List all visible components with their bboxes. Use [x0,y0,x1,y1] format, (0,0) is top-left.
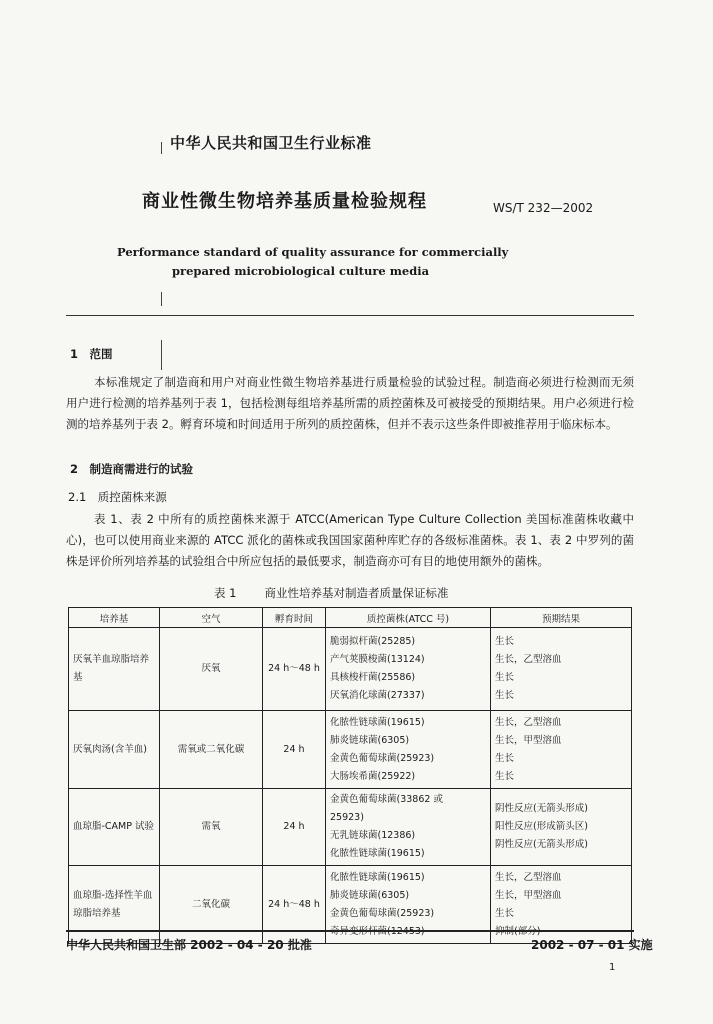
implementation-date: 2002 - 07 - 01 实施 [531,938,653,952]
air-cell: 二氧化碳 [160,866,263,944]
result-item: 生长 [495,770,515,782]
strain-item: 金黄色葡萄球菌(25923) [330,752,435,764]
medium-cell: 血琼脂-CAMP 试验 [69,789,160,866]
air-cell: 需氧 [160,789,263,866]
header-strains: 质控菌株(ATCC 号) [326,608,491,628]
table-row [69,789,632,866]
result-item: 生长，甲型溶血 [495,889,562,901]
strains-cell [326,789,491,866]
strain-item: 奇异变形杆菌(12453) [330,925,425,937]
result-item: 生长，乙型溶血 [495,716,562,728]
strain-item: 肺炎链球菌(6305) [330,889,410,901]
strain-item: 大肠埃希菌(25922) [330,770,416,782]
standard-code: WS/T 232—2002 [493,201,594,215]
strain-item: 脆弱拟杆菌(25285) [330,636,416,647]
results-cell [491,628,632,711]
strain-item: 25923) [330,812,364,823]
document-title: 商业性微生物培养基质量检验规程 [142,191,427,212]
results-cell [491,711,632,789]
result-item: 生长 [495,672,515,683]
table-number: 表 1 [214,586,237,600]
medium-cell: 厌氧羊血琼脂培养基 [69,628,160,711]
air-cell: 需氧或二氧化碳 [160,711,263,789]
result-item: 生长 [495,752,515,764]
table-caption [214,585,476,601]
strain-item: 产气荚膜梭菌(13124) [330,654,425,665]
result-item: 阴性反应(无箭头形成) [495,839,588,850]
strain-item: 厌氧消化球菌(27337) [330,690,425,701]
result-item: 阴性反应(无箭头形成) [495,803,588,814]
strain-item: 金黄色葡萄球菌(25923) [330,907,435,919]
header-medium: 培养基 [69,608,160,628]
medium-cell: 血琼脂-选择性羊血琼脂培养基 [69,866,160,944]
quality-table [68,607,632,944]
scan-mark [161,142,162,154]
scan-mark [161,292,162,306]
time-cell: 24 h [263,789,326,866]
result-item: 生长 [495,690,515,701]
section-2-1-text: 表 1、表 2 中所有的质控菌株来源于 ATCC(American Type Culture Collection 美国标准菌株收藏中心)，也可以使用商业来源的 ATCC 派化的菌株或我国国家菌种库贮存的各级标准菌株。表 1、表 2 中罗列的菌株是评价所列培养基的试验组合中所应包括的最低要求，制造商亦可有目的地使用额外的菌株。 [66,512,634,568]
header-time: 孵育时间 [263,608,326,628]
result-item: 生长 [495,907,515,919]
page-number: 1 [609,962,616,973]
header-air: 空气 [160,608,263,628]
issuing-body: 中华人民共和国卫生行业标准 [170,134,372,152]
result-item: 生长，甲型溶血 [495,734,562,746]
approval-line: 中华人民共和国卫生部 2002 - 04 - 20 批准 [66,938,312,952]
scan-mark [161,340,162,370]
result-item: 生长，乙型溶血 [495,654,562,665]
section-2-heading: 2 制造商需进行的试验 [70,462,194,476]
strains-cell [326,628,491,711]
header-results: 预期结果 [491,608,632,628]
table-title: 商业性培养基对制造者质量保证标准 [264,586,449,600]
table-row [69,628,632,711]
strain-item: 无乳链球菌(12386) [330,830,416,841]
table-row [69,711,632,789]
time-cell: 24 h [263,711,326,789]
strain-item: 金黄色葡萄球菌(33862 或 [330,794,443,805]
english-title-line1: Performance standard of quality assurance for commercially [117,245,509,259]
strains-cell [326,711,491,789]
section-1-heading: 1 范围 [70,347,113,361]
time-cell: 24 h～48 h [263,866,326,944]
footer-divider [66,930,634,932]
result-item: 阳性反应(形成箭头区) [495,821,588,832]
strain-item: 化脓性链球菌(19615) [330,848,425,859]
english-title-line2: prepared microbiological culture media [172,264,430,278]
strain-item: 化脓性链球菌(19615) [330,871,425,883]
result-item: 抑制(部分) [495,925,541,937]
strain-item: 化脓性链球菌(19615) [330,716,425,728]
section-2-1-heading: 2.1 质控菌株来源 [68,490,167,504]
medium-cell: 厌氧肉汤(含羊血) [69,711,160,789]
air-cell: 厌氧 [160,628,263,711]
header-divider [66,315,634,316]
strain-item: 具核梭杆菌(25586) [330,672,416,683]
time-cell: 24 h～48 h [263,628,326,711]
result-item: 生长 [495,636,515,647]
results-cell [491,789,632,866]
result-item: 生长，乙型溶血 [495,871,562,883]
table-header-row [69,608,632,628]
strain-item: 肺炎链球菌(6305) [330,734,410,746]
section-1-text: 本标准规定了制造商和用户对商业性微生物培养基进行质量检验的试验过程。制造商必须进行检测而无须用户进行检测的培养基列于表 1，包括检测每组培养基所需的质控菌株及可被接受的预期结果。用户必须进行检测的培养基列于表 2。孵育环境和时间适用于所列的质控菌株，但并不表示这些条件即被推荐用于临床标本。 [66,375,634,431]
